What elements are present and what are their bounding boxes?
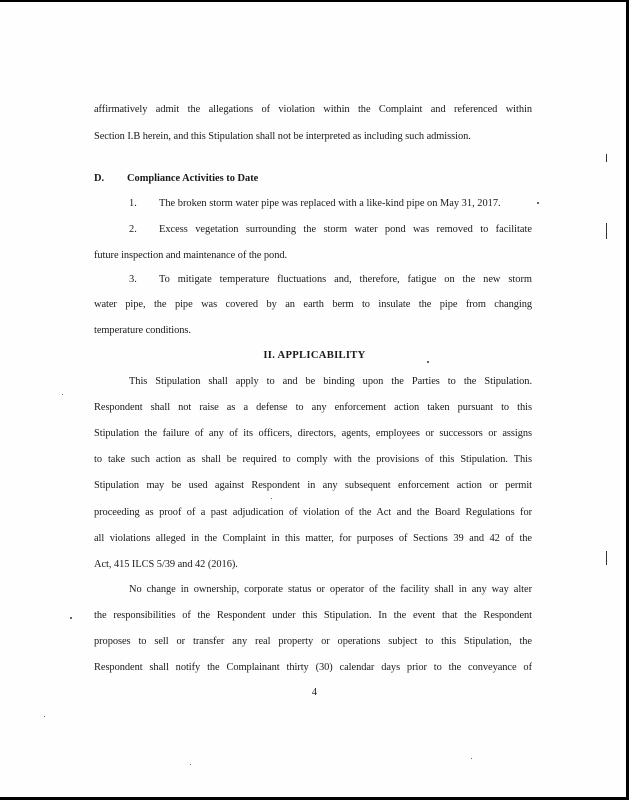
item-text-continuation: water pipe, the pipe was covered by an earth berm to insulate the pipe from changing	[94, 299, 532, 310]
scan-speck	[537, 202, 539, 204]
intro-line-2: Section I.B herein, and this Stipulation shall not be interpreted as including such admission.	[94, 131, 471, 142]
item-number: 1.	[129, 198, 137, 209]
paragraph-line: to take such action as shall be required to comply with the provisions of this Stipulation. This	[94, 454, 532, 465]
paragraph-line: No change in ownership, corporate status or operator of the facility shall in any way alter	[129, 584, 532, 595]
item-text: Excess vegetation surrounding the storm water pond was removed to facilitate	[159, 224, 532, 235]
scan-speck	[44, 716, 45, 717]
scan-speck	[271, 498, 272, 499]
item-number: 2.	[129, 224, 137, 235]
scan-border-top	[0, 0, 629, 2]
scan-speck	[62, 394, 63, 395]
section-d-letter: D.	[94, 173, 105, 184]
item-number: 3.	[129, 274, 137, 285]
item-text-continuation: temperature conditions.	[94, 325, 191, 336]
scan-artifact	[606, 223, 607, 239]
paragraph-line: Respondent shall notify the Complainant thirty (30) calendar days prior to the conveyance of	[94, 662, 532, 673]
scan-speck	[471, 758, 472, 759]
paragraph-line: Stipulation may be used against Respondent in any subsequent enforcement action or permit	[94, 480, 532, 491]
section-ii-title: II. APPLICABILITY	[263, 350, 366, 361]
scan-speck	[70, 617, 72, 619]
paragraph-line: Stipulation the failure of any of its officers, directors, agents, employees or successors or assigns	[94, 428, 532, 439]
paragraph-line: proposes to sell or transfer any real property or operations subject to this Stipulation, the	[94, 636, 532, 647]
paragraph-line: the responsibilities of the Respondent under this Stipulation. In the event that the Respondent	[94, 610, 532, 621]
scan-artifact	[606, 551, 607, 565]
scan-artifact	[606, 154, 607, 162]
section-d-title: Compliance Activities to Date	[127, 173, 259, 184]
item-text-continuation: future inspection and maintenance of the pond.	[94, 250, 288, 261]
item-text: To mitigate temperature fluctuations and, therefore, fatigue on the new storm	[159, 274, 532, 285]
paragraph-line: This Stipulation shall apply to and be binding upon the Parties to the Stipulation.	[129, 376, 532, 387]
paragraph-line: proceeding as proof of a past adjudication of violation of the Act and the Board Regulations for	[94, 507, 532, 518]
intro-line-1: affirmatively admit the allegations of violation within the Complaint and referenced within	[94, 104, 532, 115]
paragraph-line: all violations alleged in the Complaint in this matter, for purposes of Sections 39 and 42 of the	[94, 533, 532, 544]
paragraph-line: Act, 415 ILCS 5/39 and 42 (2016).	[94, 559, 238, 570]
item-text: The broken storm water pipe was replaced with a like-kind pipe on May 31, 2017.	[159, 198, 501, 209]
scan-speck	[427, 361, 429, 363]
page-number: 4	[311, 687, 318, 698]
scan-speck	[190, 764, 191, 765]
paragraph-line: Respondent shall not raise as a defense to any enforcement action taken pursuant to this	[94, 402, 532, 413]
